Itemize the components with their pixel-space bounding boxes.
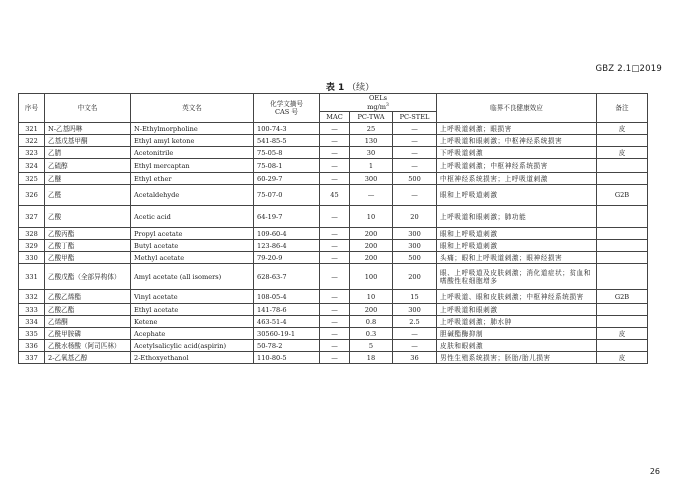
cell-remarks: 皮	[597, 328, 648, 340]
table-row	[19, 206, 648, 228]
cell-pc-twa: 18	[350, 352, 393, 364]
cell-cn-name: 乙酸乙烯酯	[45, 290, 131, 304]
page-number: 26	[649, 467, 660, 476]
header-oels-unit-sup: 3	[386, 103, 389, 108]
cell-effects: 眼、上呼吸道及皮肤刺激；消化道症状；贫血和嗜酸性粒细胞增多	[437, 264, 597, 290]
cell-effects: 头痛；眼和上呼吸道刺激；眼神经损害	[437, 252, 597, 264]
cell-remarks	[597, 173, 648, 185]
cell-en-name: Butyl acetate	[131, 240, 254, 252]
cell-seq: 330	[19, 252, 45, 264]
header-en-name: 英文名	[131, 94, 254, 123]
cell-seq: 336	[19, 340, 45, 352]
cell-effects: 上呼吸道刺激；肺水肿	[437, 316, 597, 328]
cell-seq: 327	[19, 206, 45, 228]
cell-pc-twa: 30	[350, 147, 393, 159]
cell-cas: 64-19-7	[254, 206, 320, 228]
cell-cas: 628-63-7	[254, 264, 320, 290]
cell-pc-stel: 500	[393, 252, 437, 264]
cell-cas: 541-85-5	[254, 135, 320, 147]
cell-effects: 眼和上呼吸道刺激	[437, 228, 597, 240]
cell-cn-name: 乙烯酮	[45, 316, 131, 328]
cell-pc-twa: 130	[350, 135, 393, 147]
cell-pc-stel: 15	[393, 290, 437, 304]
cell-cas: 110-80-5	[254, 352, 320, 364]
cell-pc-twa: 300	[350, 173, 393, 185]
cell-mac: —	[320, 228, 350, 240]
cell-cn-name: 2-乙氧基乙醇	[45, 352, 131, 364]
cell-en-name: Vinyl acetate	[131, 290, 254, 304]
cell-effects: 中枢神经系统损害；上呼吸道刺激	[437, 173, 597, 185]
cell-remarks	[597, 340, 648, 352]
cell-pc-twa: 100	[350, 264, 393, 290]
cell-cn-name: 乙酰甲胺磷	[45, 328, 131, 340]
cell-en-name: N-Ethylmorpholine	[131, 123, 254, 135]
header-effects: 临界不良健康效应	[437, 94, 597, 123]
cell-cas: 141-78-6	[254, 304, 320, 316]
table-row	[19, 147, 648, 159]
table-row	[19, 185, 648, 206]
cell-cas: 60-29-7	[254, 173, 320, 185]
cell-effects: 胆碱酯酶抑制	[437, 328, 597, 340]
cell-pc-stel: 300	[393, 240, 437, 252]
cell-remarks: G2B	[597, 290, 648, 304]
cell-cn-name: 乙硫醇	[45, 159, 131, 173]
cell-cn-name: 乙基戊基甲酮	[45, 135, 131, 147]
header-cas	[254, 94, 320, 123]
cell-pc-twa: —	[350, 185, 393, 206]
cell-cas: 79-20-9	[254, 252, 320, 264]
cell-cn-name: N-乙基吗啉	[45, 123, 131, 135]
cell-cn-name: 乙腈	[45, 147, 131, 159]
cell-remarks	[597, 206, 648, 228]
cell-pc-stel: 500	[393, 173, 437, 185]
cell-remarks	[597, 135, 648, 147]
cell-mac: —	[320, 147, 350, 159]
cell-effects: 上呼吸道、眼和皮肤刺激；中枢神经系统损害	[437, 290, 597, 304]
standard-code: GBZ 2.1□2019	[595, 64, 662, 74]
cell-cn-name: 乙酸乙酯	[45, 304, 131, 316]
cell-seq: 326	[19, 185, 45, 206]
header-oels	[320, 94, 437, 112]
header-oels-label: OELs	[369, 94, 387, 102]
cell-mac: —	[320, 159, 350, 173]
cell-mac: —	[320, 316, 350, 328]
header-cas-line2: CAS 号	[274, 108, 298, 117]
header-cn-name: 中文名	[45, 94, 131, 123]
cell-pc-stel: 20	[393, 206, 437, 228]
cell-seq: 328	[19, 228, 45, 240]
cell-pc-stel: 200	[393, 264, 437, 290]
cell-remarks	[597, 264, 648, 290]
cell-remarks	[597, 240, 648, 252]
cell-cn-name: 乙酰水杨酸（阿司匹林）	[45, 340, 131, 352]
cell-cas: 50-78-2	[254, 340, 320, 352]
cell-seq: 323	[19, 147, 45, 159]
header-remarks: 备注	[597, 94, 648, 123]
cell-pc-twa: 200	[350, 228, 393, 240]
cell-cn-name: 乙酸丁酯	[45, 240, 131, 252]
cell-mac: —	[320, 264, 350, 290]
table-row	[19, 352, 648, 364]
cell-en-name: Propyl acetate	[131, 228, 254, 240]
cell-cas: 75-07-0	[254, 185, 320, 206]
cell-seq: 333	[19, 304, 45, 316]
header-pc-stel: PC-STEL	[393, 112, 437, 123]
header-seq: 序号	[19, 94, 45, 123]
cell-mac: —	[320, 304, 350, 316]
cell-cn-name: 乙酸丙酯	[45, 228, 131, 240]
cell-pc-stel: —	[393, 123, 437, 135]
cell-mac: —	[320, 252, 350, 264]
cell-effects: 男性生殖系统损害；胚胎/胎儿损害	[437, 352, 597, 364]
cell-seq: 329	[19, 240, 45, 252]
cell-effects: 上呼吸道和眼刺激	[437, 304, 597, 316]
table-row	[19, 304, 648, 316]
table-row	[19, 328, 648, 340]
cell-pc-twa: 1	[350, 159, 393, 173]
cell-mac: —	[320, 206, 350, 228]
cell-remarks	[597, 304, 648, 316]
cell-remarks: 皮	[597, 147, 648, 159]
cell-effects: 皮肤和眼刺激	[437, 340, 597, 352]
cell-pc-twa: 0.8	[350, 316, 393, 328]
table-row	[19, 228, 648, 240]
cell-pc-stel: —	[393, 340, 437, 352]
cell-mac: —	[320, 352, 350, 364]
cell-mac: 45	[320, 185, 350, 206]
cell-pc-stel: —	[393, 147, 437, 159]
cell-effects: 上呼吸道刺激；中枢神经系统损害	[437, 159, 597, 173]
cell-mac: —	[320, 135, 350, 147]
cell-effects: 上呼吸道和眼刺激；肺功能	[437, 206, 597, 228]
cell-remarks	[597, 316, 648, 328]
cell-effects: 下呼吸道刺激	[437, 147, 597, 159]
cell-en-name: Acetic acid	[131, 206, 254, 228]
header-cas-line1: 化学文摘号	[270, 100, 303, 109]
table-row	[19, 159, 648, 173]
cell-pc-twa: 200	[350, 240, 393, 252]
cell-mac: —	[320, 173, 350, 185]
table-row	[19, 135, 648, 147]
cell-pc-stel: 300	[393, 228, 437, 240]
cell-effects: 上呼吸道刺激；眼损害	[437, 123, 597, 135]
cell-mac: —	[320, 123, 350, 135]
cell-pc-stel: —	[393, 159, 437, 173]
cell-seq: 335	[19, 328, 45, 340]
cell-remarks: 皮	[597, 123, 648, 135]
cell-pc-stel: 36	[393, 352, 437, 364]
cell-cas: 75-05-8	[254, 147, 320, 159]
table-row	[19, 252, 648, 264]
cell-cas: 109-60-4	[254, 228, 320, 240]
cell-cn-name: 乙酸甲酯	[45, 252, 131, 264]
cell-en-name: Ethyl amyl ketone	[131, 135, 254, 147]
cell-cas: 123-86-4	[254, 240, 320, 252]
cell-seq: 334	[19, 316, 45, 328]
cell-cn-name: 乙醚	[45, 173, 131, 185]
table-caption	[0, 80, 700, 93]
cell-remarks	[597, 252, 648, 264]
cell-effects: 眼和上呼吸道刺激	[437, 240, 597, 252]
cell-en-name: 2-Ethoxyethanol	[131, 352, 254, 364]
cell-en-name: Acetonitrile	[131, 147, 254, 159]
cell-remarks	[597, 228, 648, 240]
cell-remarks	[597, 159, 648, 173]
oels-table	[18, 93, 648, 364]
cell-mac: —	[320, 290, 350, 304]
cell-cn-name: 乙酸戊酯（全部异构体）	[45, 264, 131, 290]
cell-pc-twa: 5	[350, 340, 393, 352]
cell-en-name: Ethyl ether	[131, 173, 254, 185]
cell-mac: —	[320, 240, 350, 252]
cell-en-name: Ketene	[131, 316, 254, 328]
header-oels-unit-text: mg/m	[367, 103, 387, 112]
cell-seq: 325	[19, 173, 45, 185]
table-row	[19, 290, 648, 304]
cell-en-name: Acephate	[131, 328, 254, 340]
cell-en-name: Ethyl acetate	[131, 304, 254, 316]
cell-pc-twa: 0.3	[350, 328, 393, 340]
table-row	[19, 173, 648, 185]
cell-remarks: 皮	[597, 352, 648, 364]
cell-seq: 332	[19, 290, 45, 304]
cell-pc-stel: —	[393, 135, 437, 147]
table-row	[19, 240, 648, 252]
cell-mac: —	[320, 328, 350, 340]
cell-cn-name: 乙酸	[45, 206, 131, 228]
table-title: 表 1	[325, 83, 345, 93]
cell-pc-twa: 10	[350, 206, 393, 228]
cell-effects: 眼和上呼吸道刺激	[437, 185, 597, 206]
cell-effects: 上呼吸道和眼刺激；中枢神经系统损害	[437, 135, 597, 147]
table-row	[19, 340, 648, 352]
table-title-suffix: （续）	[347, 83, 375, 93]
cell-seq: 321	[19, 123, 45, 135]
cell-seq: 331	[19, 264, 45, 290]
cell-seq: 324	[19, 159, 45, 173]
table-row	[19, 264, 648, 290]
cell-pc-twa: 200	[350, 252, 393, 264]
cell-pc-stel: —	[393, 185, 437, 206]
cell-pc-twa: 10	[350, 290, 393, 304]
header-mac: MAC	[320, 112, 350, 123]
cell-cas: 30560-19-1	[254, 328, 320, 340]
cell-pc-stel: 2.5	[393, 316, 437, 328]
cell-en-name: Acetylsalicylic acid(aspirin)	[131, 340, 254, 352]
cell-cas: 75-08-1	[254, 159, 320, 173]
table-row	[19, 316, 648, 328]
table-row	[19, 123, 648, 135]
cell-cn-name: 乙醛	[45, 185, 131, 206]
cell-seq: 322	[19, 135, 45, 147]
cell-cas: 463-51-4	[254, 316, 320, 328]
header-oels-unit	[323, 102, 433, 111]
cell-pc-twa: 200	[350, 304, 393, 316]
cell-cas: 108-05-4	[254, 290, 320, 304]
cell-remarks: G2B	[597, 185, 648, 206]
header-pc-twa: PC-TWA	[350, 112, 393, 123]
cell-en-name: Methyl acetate	[131, 252, 254, 264]
cell-seq: 337	[19, 352, 45, 364]
cell-pc-stel: —	[393, 328, 437, 340]
cell-en-name: Acetaldehyde	[131, 185, 254, 206]
cell-mac: —	[320, 340, 350, 352]
cell-pc-twa: 25	[350, 123, 393, 135]
cell-pc-stel: 300	[393, 304, 437, 316]
cell-en-name: Ethyl mercaptan	[131, 159, 254, 173]
cell-en-name: Amyl acetate (all isomers)	[131, 264, 254, 290]
cell-cas: 100-74-3	[254, 123, 320, 135]
